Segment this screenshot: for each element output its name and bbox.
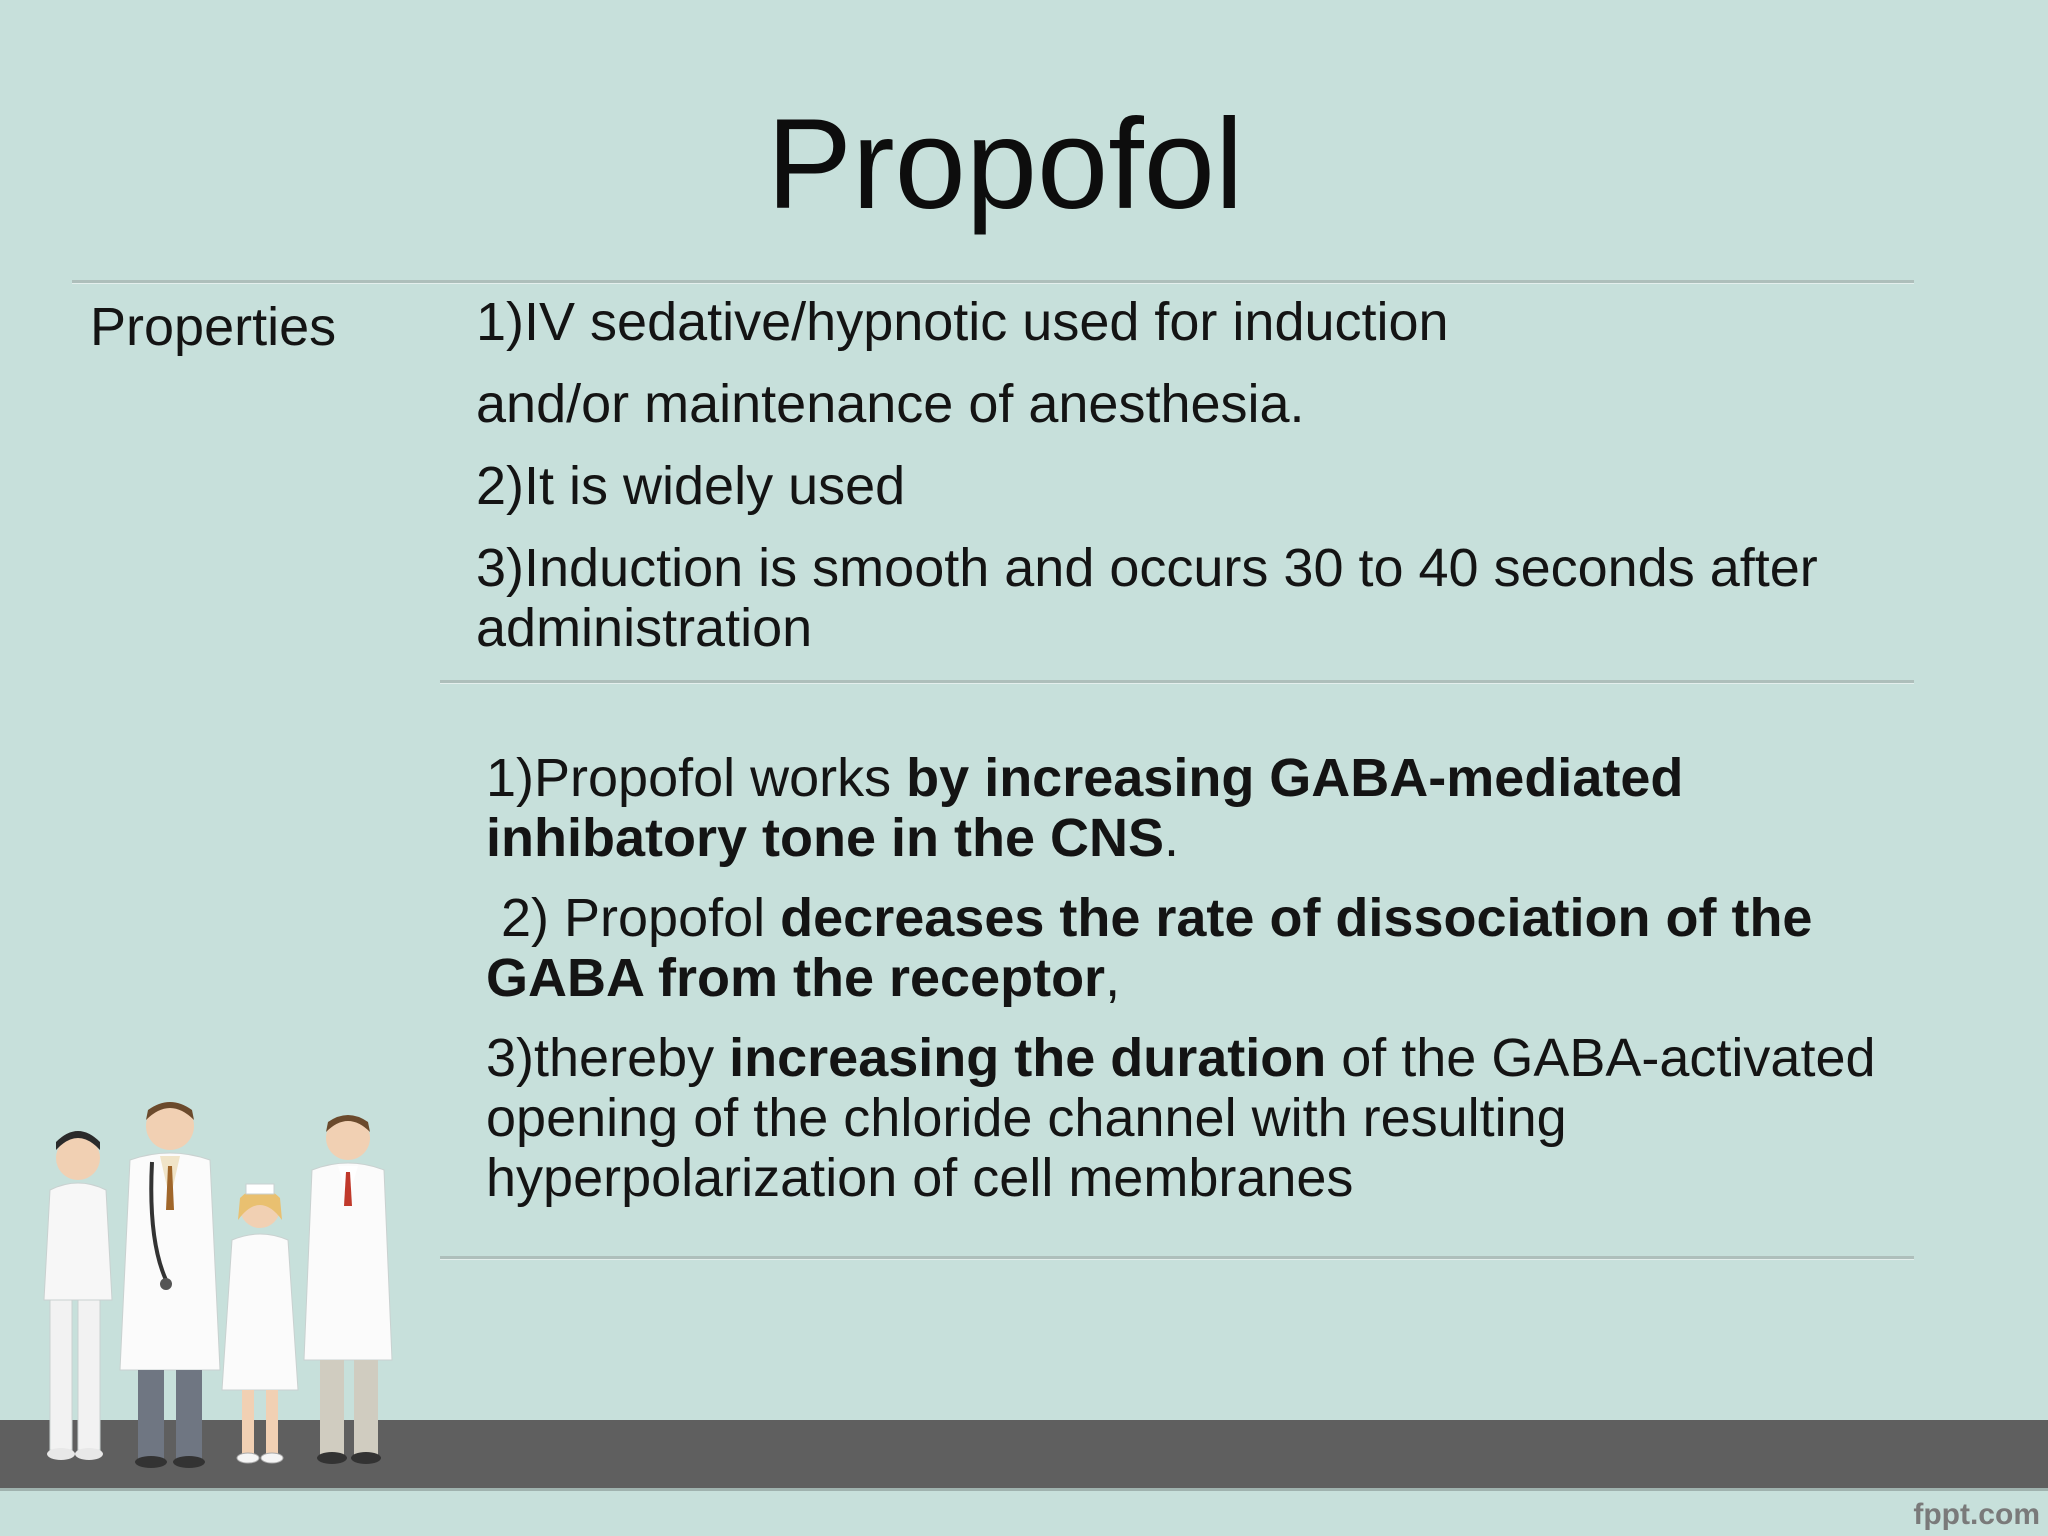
table-rule-bottom [440, 1256, 1914, 1260]
mechanism-text: . [1164, 808, 1180, 868]
properties-item: and/or maintenance of anesthesia. [476, 374, 1305, 434]
properties-item: 3)Induction is smooth and occurs 30 to 40 seconds after administration [476, 538, 1818, 658]
table-rule-middle [440, 680, 1914, 684]
table-rule-top [72, 280, 1914, 284]
mechanism-text: , [1105, 948, 1121, 1008]
slide-title: Propofol [766, 93, 1244, 236]
mechanism-emphasis: decreases the rate of dissociation of the GABA from the receptor [486, 888, 1813, 1008]
medical-staff-illustration [20, 1090, 420, 1490]
properties-list [476, 292, 1896, 680]
staff-person-icon [222, 1184, 298, 1463]
mechanism-item [486, 748, 1906, 868]
staff-person-icon [120, 1102, 220, 1468]
mechanism-emphasis: increasing the duration [729, 1028, 1327, 1088]
mechanism-text: of the GABA-activated opening of the chloride channel with resulting hyperpolarization of cell membranes [486, 1028, 1876, 1208]
mechanism-item [486, 888, 1906, 1008]
mechanism-text: 3)thereby [486, 1028, 730, 1088]
mechanism-item [486, 1028, 1906, 1208]
footer-brand: fppt.com [1913, 1498, 2040, 1531]
mechanism-emphasis: by increasing GABA-mediated inhibatory tone in the CNS [486, 748, 1684, 868]
properties-label: Properties [90, 297, 337, 357]
mechanism-text: 1)Propofol works [486, 748, 907, 808]
staff-person-icon [44, 1131, 112, 1460]
mechanism-text: 2) Propofol [486, 888, 781, 948]
properties-item: 2)It is widely used [476, 456, 906, 516]
staff-person-icon [304, 1115, 392, 1464]
mechanism-list [486, 748, 1906, 1228]
properties-item: 1)IV sedative/hypnotic used for induction [476, 292, 1449, 352]
